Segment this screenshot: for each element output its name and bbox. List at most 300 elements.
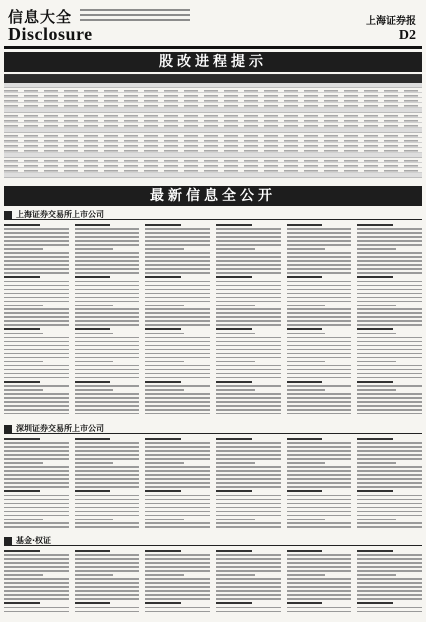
text-line: [145, 607, 210, 609]
text-line: [216, 470, 281, 472]
text-line: [145, 450, 210, 452]
text-line: [216, 554, 281, 556]
text-line: [287, 495, 352, 497]
text-line: [75, 345, 140, 347]
text-line: [145, 578, 210, 580]
text-line: [216, 312, 281, 314]
text-line: [216, 582, 281, 584]
text-line: [145, 574, 184, 576]
section-title: 基金·权证: [16, 536, 52, 545]
text-line: [145, 511, 210, 513]
text-line: [357, 519, 396, 521]
text-line: [216, 519, 255, 521]
text-line: [4, 357, 69, 359]
text-line: [287, 570, 352, 572]
brand-title: 信息大全: [8, 8, 73, 26]
text-line: [357, 260, 422, 262]
text-line: [287, 507, 352, 509]
text-line: [145, 507, 210, 509]
text-line: [75, 252, 140, 254]
text-line: [287, 519, 326, 521]
text-line: [145, 252, 210, 254]
text-column: [287, 438, 352, 530]
text-line: [216, 438, 252, 440]
text-line: [287, 276, 323, 278]
text-line: [145, 301, 210, 303]
text-line: [145, 495, 210, 497]
text-line: [145, 316, 210, 318]
text-line: [4, 446, 69, 448]
text-line: [4, 369, 69, 371]
text-line: [4, 281, 69, 283]
text-line: [287, 602, 323, 604]
text-line: [145, 482, 210, 484]
text-line: [145, 438, 181, 440]
text-line: [216, 293, 281, 295]
text-line: [357, 578, 422, 580]
text-line: [4, 454, 69, 456]
text-line: [145, 240, 210, 242]
text-line: [4, 413, 69, 415]
section-header: [4, 536, 422, 546]
text-line: [216, 462, 255, 464]
text-line: [145, 602, 181, 604]
text-line: [357, 499, 422, 501]
text-line: [75, 293, 140, 295]
text-line: [287, 607, 352, 609]
text-line: [75, 413, 140, 415]
text-line: [287, 353, 352, 355]
text-line: [357, 248, 396, 250]
text-line: [4, 507, 69, 509]
text-line: [75, 401, 140, 403]
text-line: [357, 482, 422, 484]
text-line: [145, 353, 210, 355]
text-line: [357, 381, 393, 383]
text-line: [357, 495, 422, 497]
text-line: [4, 301, 69, 303]
text-line: [4, 381, 40, 383]
section-header: [4, 210, 422, 220]
text-line: [216, 308, 281, 310]
text-line: [357, 320, 422, 322]
text-line: [4, 312, 69, 314]
text-line: [287, 341, 352, 343]
text-line: [357, 385, 422, 387]
text-line: [75, 490, 111, 492]
section-fund: [4, 536, 422, 620]
text-line: [357, 289, 422, 291]
text-line: [75, 586, 140, 588]
text-line: [357, 268, 422, 270]
text-line: [216, 594, 281, 596]
text-line: [145, 341, 210, 343]
text-line: [357, 349, 422, 351]
text-line: [75, 578, 140, 580]
text-line: [216, 409, 281, 411]
text-line: [75, 405, 140, 407]
text-line: [216, 526, 281, 528]
text-line: [216, 285, 281, 287]
section-header: [4, 424, 422, 434]
text-line: [287, 389, 326, 391]
text-line: [287, 482, 352, 484]
text-line: [75, 450, 140, 452]
text-line: [216, 324, 281, 326]
text-line: [287, 413, 352, 415]
text-line: [75, 499, 140, 501]
text-line: [357, 232, 422, 234]
text-line: [145, 401, 210, 403]
text-line: [75, 466, 140, 468]
text-line: [145, 381, 181, 383]
text-line: [357, 590, 422, 592]
text-line: [75, 353, 140, 355]
text-line: [287, 503, 352, 505]
text-line: [75, 320, 140, 322]
table-group-row: [4, 173, 422, 178]
text-line: [75, 393, 140, 395]
text-line: [216, 353, 281, 355]
text-line: [287, 289, 352, 291]
text-line: [357, 574, 396, 576]
text-line: [145, 570, 210, 572]
text-line: [4, 554, 69, 556]
text-line: [357, 474, 422, 476]
text-line: [145, 320, 210, 322]
text-line: [357, 224, 393, 226]
text-line: [145, 470, 210, 472]
text-line: [4, 570, 69, 572]
text-line: [357, 312, 422, 314]
text-line: [4, 341, 69, 343]
text-line: [216, 450, 281, 452]
text-line: [4, 232, 69, 234]
text-line: [216, 482, 281, 484]
text-line: [287, 381, 323, 383]
text-column: [4, 438, 69, 530]
text-line: [216, 507, 281, 509]
text-line: [357, 305, 396, 307]
text-line: [4, 260, 69, 262]
text-line: [4, 248, 43, 250]
text-line: [216, 578, 281, 580]
text-line: [4, 272, 69, 274]
text-line: [216, 357, 281, 359]
text-line: [287, 478, 352, 480]
text-line: [75, 550, 111, 552]
text-line: [75, 337, 140, 339]
text-line: [357, 602, 393, 604]
text-line: [287, 474, 352, 476]
text-line: [357, 341, 422, 343]
text-line: [145, 377, 210, 379]
text-line: [287, 511, 352, 513]
text-line: [4, 244, 69, 246]
text-line: [216, 281, 281, 283]
text-line: [357, 594, 422, 596]
text-line: [4, 519, 43, 521]
text-line: [145, 232, 210, 234]
edition-label: 上海证券报: [366, 16, 416, 27]
text-line: [357, 486, 422, 488]
text-line: [4, 328, 40, 330]
text-line: [75, 474, 140, 476]
text-line: [216, 377, 281, 379]
text-line: [216, 248, 255, 250]
text-line: [287, 305, 326, 307]
text-line: [357, 365, 422, 367]
text-line: [145, 248, 184, 250]
text-line: [75, 442, 140, 444]
text-line: [287, 248, 326, 250]
text-line: [145, 305, 184, 307]
text-line: [4, 276, 40, 278]
text-line: [4, 345, 69, 347]
text-line: [145, 236, 210, 238]
text-line: [357, 337, 422, 339]
text-line: [287, 345, 352, 347]
text-line: [357, 454, 422, 456]
text-line: [287, 562, 352, 564]
text-line: [216, 289, 281, 291]
text-line: [145, 611, 210, 613]
text-line: [75, 244, 140, 246]
text-line: [287, 244, 352, 246]
text-line: [216, 240, 281, 242]
text-line: [75, 365, 140, 367]
text-line: [216, 586, 281, 588]
text-line: [75, 369, 140, 371]
text-line: [145, 361, 184, 363]
text-line: [4, 285, 69, 287]
text-line: [145, 558, 210, 560]
text-line: [75, 297, 140, 299]
text-line: [287, 308, 352, 310]
text-line: [4, 574, 43, 576]
text-line: [216, 232, 281, 234]
share-reform-table: [4, 74, 422, 182]
text-line: [357, 369, 422, 371]
text-line: [75, 486, 140, 488]
text-line: [75, 458, 140, 460]
text-line: [75, 385, 140, 387]
text-line: [4, 405, 69, 407]
masthead-rule: [4, 46, 422, 49]
text-line: [145, 566, 210, 568]
text-line: [357, 244, 422, 246]
text-line: [4, 240, 69, 242]
text-line: [357, 301, 422, 303]
text-line: [357, 507, 422, 509]
text-line: [357, 297, 422, 299]
text-line: [357, 558, 422, 560]
text-line: [145, 228, 210, 230]
text-line: [145, 393, 210, 395]
text-line: [4, 486, 69, 488]
text-line: [287, 361, 326, 363]
text-line: [4, 268, 69, 270]
text-line: [216, 602, 252, 604]
text-line: [216, 373, 281, 375]
text-line: [75, 526, 140, 528]
text-line: [75, 260, 140, 262]
text-line: [75, 236, 140, 238]
text-line: [4, 393, 69, 395]
section-title: 上海证券交易所上市公司: [16, 210, 104, 219]
text-line: [216, 550, 252, 552]
text-column: [145, 224, 210, 417]
text-line: [4, 490, 40, 492]
text-line: [287, 369, 352, 371]
text-line: [75, 248, 114, 250]
text-line: [216, 397, 281, 399]
masthead: [6, 4, 420, 48]
text-line: [216, 361, 255, 363]
text-line: [75, 240, 140, 242]
text-line: [216, 511, 281, 513]
text-line: [145, 519, 184, 521]
text-line: [75, 478, 140, 480]
text-line: [145, 289, 210, 291]
text-line: [287, 438, 323, 440]
text-line: [145, 446, 210, 448]
text-line: [287, 454, 352, 456]
text-line: [75, 276, 111, 278]
text-line: [287, 450, 352, 452]
text-line: [4, 353, 69, 355]
text-line: [145, 562, 210, 564]
text-line: [75, 289, 140, 291]
text-line: [287, 446, 352, 448]
text-line: [4, 373, 69, 375]
text-line: [287, 515, 352, 517]
text-line: [145, 328, 181, 330]
text-line: [145, 373, 210, 375]
text-line: [4, 401, 69, 403]
text-line: [4, 598, 69, 600]
text-column: [357, 224, 422, 417]
text-line: [75, 495, 140, 497]
text-line: [145, 276, 181, 278]
text-line: [145, 281, 210, 283]
text-line: [216, 316, 281, 318]
text-line: [4, 602, 40, 604]
text-line: [216, 345, 281, 347]
text-line: [75, 438, 111, 440]
text-line: [145, 333, 184, 335]
text-line: [75, 285, 140, 287]
text-line: [4, 586, 69, 588]
text-column: [216, 438, 281, 530]
text-line: [145, 365, 210, 367]
text-column: [357, 550, 422, 615]
text-line: [357, 511, 422, 513]
text-line: [145, 582, 210, 584]
text-line: [287, 574, 326, 576]
text-line: [357, 526, 422, 528]
disclosure-banner: 最新信息全公开: [4, 186, 422, 206]
text-line: [145, 312, 210, 314]
text-line: [287, 578, 352, 580]
text-line: [4, 558, 69, 560]
text-line: [4, 458, 69, 460]
text-line: [287, 333, 326, 335]
text-line: [4, 316, 69, 318]
table-header: [4, 75, 422, 83]
text-line: [216, 413, 281, 415]
text-line: [216, 341, 281, 343]
text-line: [145, 337, 210, 339]
text-line: [357, 285, 422, 287]
text-line: [357, 377, 422, 379]
text-line: [357, 566, 422, 568]
text-line: [4, 324, 69, 326]
section-marker-icon: [4, 211, 12, 219]
text-line: [287, 558, 352, 560]
text-line: [357, 397, 422, 399]
text-line: [145, 272, 210, 274]
text-line: [216, 228, 281, 230]
text-line: [75, 264, 140, 266]
section-shenzhen: [4, 424, 422, 532]
text-line: [4, 289, 69, 291]
text-line: [75, 570, 140, 572]
text-line: [4, 503, 69, 505]
text-line: [4, 361, 43, 363]
text-line: [4, 450, 69, 452]
text-line: [216, 272, 281, 274]
text-line: [4, 409, 69, 411]
text-line: [216, 499, 281, 501]
text-line: [216, 590, 281, 592]
text-line: [287, 466, 352, 468]
text-line: [357, 607, 422, 609]
text-line: [4, 236, 69, 238]
text-line: [145, 345, 210, 347]
text-line: [216, 574, 255, 576]
text-line: [357, 470, 422, 472]
text-line: [216, 393, 281, 395]
text-line: [4, 228, 69, 230]
text-line: [216, 236, 281, 238]
text-line: [216, 454, 281, 456]
text-line: [75, 381, 111, 383]
text-line: [357, 293, 422, 295]
text-line: [4, 385, 69, 387]
text-line: [145, 503, 210, 505]
text-line: [4, 611, 69, 613]
text-line: [216, 442, 281, 444]
text-line: [4, 607, 69, 609]
text-line: [287, 228, 352, 230]
text-line: [287, 393, 352, 395]
text-line: [4, 495, 69, 497]
text-line: [216, 381, 252, 383]
text-line: [287, 397, 352, 399]
text-line: [145, 490, 181, 492]
text-line: [287, 499, 352, 501]
text-line: [145, 594, 210, 596]
text-line: [357, 611, 422, 613]
text-line: [4, 578, 69, 580]
text-line: [216, 446, 281, 448]
text-line: [75, 333, 114, 335]
text-line: [357, 373, 422, 375]
text-line: [287, 373, 352, 375]
text-line: [4, 522, 69, 524]
text-line: [145, 526, 210, 528]
